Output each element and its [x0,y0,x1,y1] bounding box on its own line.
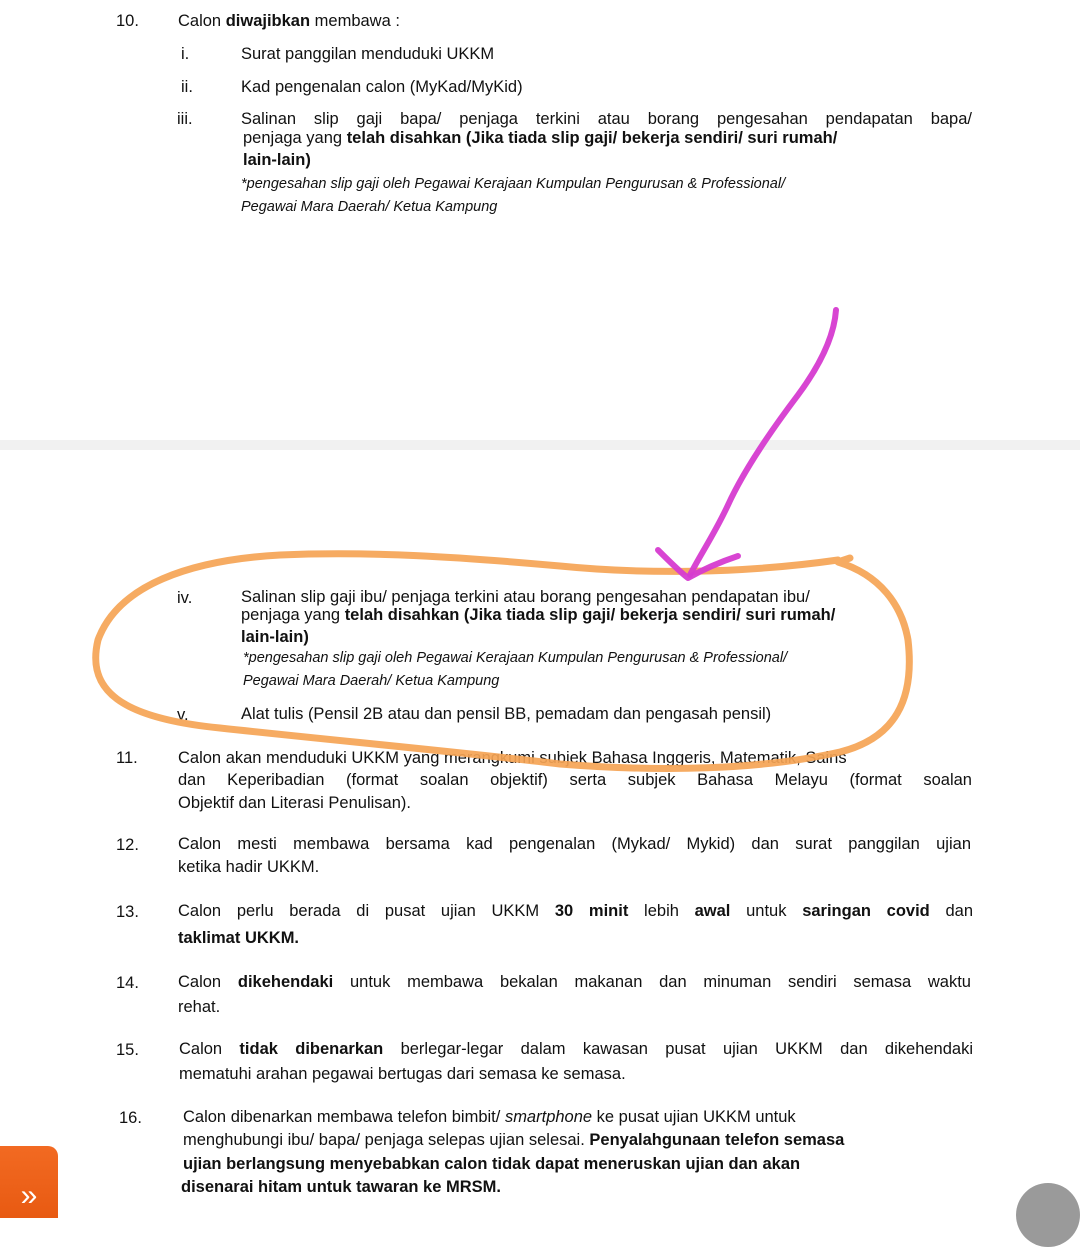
pink-arrow-head [658,550,738,578]
sub-item-line: lain-lain) [243,151,311,169]
sub-item-text: Kad pengenalan calon (MyKad/MyKid) [241,78,523,96]
sub-item-number: v. [177,706,189,724]
item-number: 10. [116,12,139,30]
floating-action-button[interactable] [1016,1183,1080,1247]
item-line: taklimat UKKM. [178,929,300,947]
item-line: Calon perlu berada di pusat ujian UKKM 30 minit lebih awal untuk saringan covid dan [178,902,974,920]
item-number: 15. [116,1041,139,1059]
item-line: Calon mesti membawa bersama kad pengenalan (Mykad/ Mykid) dan surat panggilan ujian [178,835,971,853]
sub-item-note: *pengesahan slip gaji oleh Pegawai Kerajaan Kumpulan Pengurusan & Professional/ [241,176,786,192]
item-line: mematuhi arahan pegawai bertugas dari semasa ke semasa. [179,1065,626,1083]
sub-item-line: penjaga yang telah disahkan (Jika tiada slip gaji/ bekerja sendiri/ suri rumah/ [243,129,838,147]
item-text: Calon diwajibkan membawa : [178,12,400,30]
sub-item-note: Pegawai Mara Daerah/ Ketua Kampung [241,199,498,215]
sub-item-number: iii. [177,110,193,128]
sub-item-line: lain-lain) [241,628,309,646]
item-line: dan Keperibadian (format soalan objektif) serta subjek Bahasa Melayu (format soalan [178,771,972,789]
sub-item-number: ii. [181,78,193,96]
item-line: Objektif dan Literasi Penulisan). [178,794,411,812]
double-chevron-right-icon: » [20,1179,38,1212]
sub-item-line: Salinan slip gaji ibu/ penjaga terkini atau borang pengesahan pendapatan ibu/ [241,588,810,606]
sub-item-line: Salinan slip gaji bapa/ penjaga terkini atau borang pengesahan pendapatan bapa/ [241,110,972,128]
sub-item-number: iv. [177,589,193,607]
sub-item-note: Pegawai Mara Daerah/ Ketua Kampung [243,673,500,689]
item-number: 13. [116,903,139,921]
item-number: 16. [119,1109,142,1127]
item-line: Calon dikehendaki untuk membawa bekalan makanan dan minuman sendiri semasa waktu [178,973,971,991]
item-line: menghubungi ibu/ bapa/ penjaga selepas ujian selesai. Penyalahgunaan telefon semasa [183,1131,845,1149]
sub-item-line: penjaga yang telah disahkan (Jika tiada slip gaji/ bekerja sendiri/ suri rumah/ [241,606,836,624]
sub-item-text: Alat tulis (Pensil 2B atau dan pensil BB, pemadam dan pengasah pensil) [241,705,772,723]
sub-item-note: *pengesahan slip gaji oleh Pegawai Kerajaan Kumpulan Pengurusan & Professional/ [243,650,788,666]
item-number: 14. [116,974,139,992]
item-line: Calon dibenarkan membawa telefon bimbit/ smartphone ke pusat ujian UKKM untuk [183,1108,796,1126]
item-line: disenarai hitam untuk tawaran ke MRSM. [181,1178,501,1196]
item-number: 11. [116,749,138,767]
item-number: 12. [116,836,139,854]
sub-item-number: i. [181,45,190,63]
page-divider [0,440,1080,450]
item-line: Calon tidak dibenarkan berlegar-legar dalam kawasan pusat ujian UKKM dan dikehendaki [179,1040,973,1058]
item-line: Calon akan menduduki UKKM yang merangkumi subjek Bahasa Inggeris, Matematik, Sains [178,749,847,767]
item-line: ujian berlangsung menyebabkan calon tidak dapat meneruskan ujian dan akan [183,1155,801,1173]
next-page-button[interactable] [0,1146,58,1218]
item-line: ketika hadir UKKM. [178,858,320,876]
sub-item-text: Surat panggilan menduduki UKKM [241,45,495,63]
item-line: rehat. [178,998,221,1016]
